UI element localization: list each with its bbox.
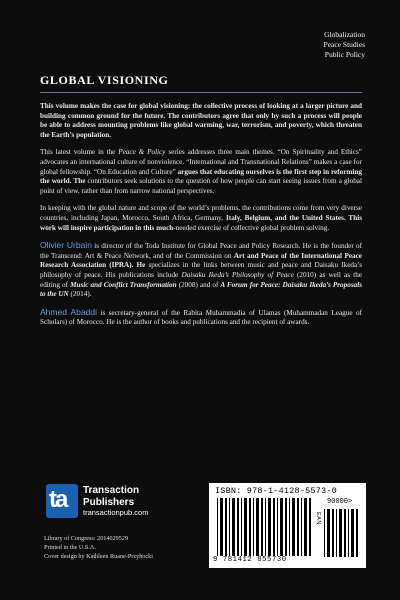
isbn-label: ISBN: 978-1-4128-5573-0 — [215, 486, 337, 496]
text-run: is secretary-general of the Rabita Muhammadia of Ulamas (Muhammadan League of Scholars) of Morocco. He is the author of books and publications and the recipient of awards. — [40, 308, 362, 327]
author-bio-urbain — [40, 241, 362, 300]
credit-line: Library of Congress: 2014029529 — [44, 535, 129, 542]
text-run: (2014). — [68, 290, 92, 299]
scope-paragraph — [40, 204, 362, 233]
subject-categories — [324, 30, 365, 60]
author-bio-abaddi — [40, 308, 362, 328]
credit-line: Cover design by Kathleen Ruane-Przyhocki — [44, 553, 153, 560]
text-run: (2010) as well as the editing of — [40, 270, 362, 289]
ean-digits: 9 781412 855730 — [213, 556, 287, 564]
publisher-name-line: Transaction — [83, 485, 140, 496]
book-title-ref: Music and Conflict Transformation — [70, 280, 177, 289]
text-run: This latest volume in the — [40, 148, 119, 157]
barcode-icon — [217, 498, 313, 556]
title-divider — [40, 92, 362, 93]
intro-paragraph: This volume makes the case for global visioning: the collective process of looking at a larger picture and building common ground for the future. The contributors agree that only by such a process will people be able to address mounting problems like global warming, war, terrorism, and poverty, which threaten the Earth’s population. — [40, 102, 362, 139]
addon-barcode-icon — [324, 509, 360, 557]
text-run-bold: Art and Peace of the International Peace Research Association (IPRA). He — [40, 251, 362, 270]
publisher-logo — [46, 484, 186, 518]
text-run: In keeping with the global nature and scope of the world’s problems, the contributions come from very diverse countries, including Japan, Morocco, South Africa, Germany, — [40, 204, 362, 222]
text-run: series addresses three main themes. “On Spirituality and Ethics” advocates an international culture of nonviolence. “International and Transnational Relations” makes a case for global fellowship. “On Education and Culture” — [40, 148, 362, 176]
book-title-ref: A Forum for Peace: Daisaku Ikeda’s Proposals to the UN — [40, 280, 362, 299]
author-name: Ahmed Abaddi — [40, 306, 97, 317]
price-addon-number: 90000> — [327, 498, 353, 506]
publisher-emblem-icon: ta — [46, 484, 78, 518]
text-run: is director of the Toda Institute for Global Peace and Policy Research. He is the founder of the Transcend: Art & Peace Network, and of the Commission on — [40, 242, 362, 260]
author-name: Olivier Urbain — [40, 240, 92, 251]
themes-paragraph — [40, 148, 362, 196]
series-name: Peace & Policy — [118, 148, 166, 157]
subject-item: Globalization — [324, 30, 365, 39]
text-run-bold: argues that educating ourselves is the first step in reforming the world. The — [40, 167, 362, 186]
publisher-name-line: Publishers — [83, 496, 135, 508]
publisher-name — [83, 485, 139, 508]
credits — [44, 534, 153, 561]
text-run: specializes in the links between music and peace and Daisaku Ikeda’s philosophy of peace. His publications include — [40, 261, 362, 279]
text-run: contributors seek solutions to the question of how people can start seeing issues from a global point of view, rather than from narrow national perspectives. — [40, 177, 362, 195]
subject-item: Peace Studies — [323, 40, 365, 49]
subject-item: Public Policy — [324, 50, 365, 59]
isbn-barcode-box — [209, 483, 366, 568]
ean-label: EAN — [315, 512, 321, 525]
description — [40, 102, 362, 336]
text-run: (2008) and of — [176, 280, 221, 289]
text-run-bold: Italy, Belgium, and the United States. This work will inspire participation in this much- — [40, 213, 362, 232]
publisher-url: transactionpub.com — [83, 508, 149, 517]
credit-line: Printed in the U.S.A. — [44, 544, 96, 551]
book-title-ref: Daisaku Ikeda’s Philosophy of Peace — [181, 270, 294, 279]
book-title: GLOBAL VISIONING — [40, 73, 169, 87]
text-run: needed exercise of collective global problem solving. — [175, 223, 330, 232]
